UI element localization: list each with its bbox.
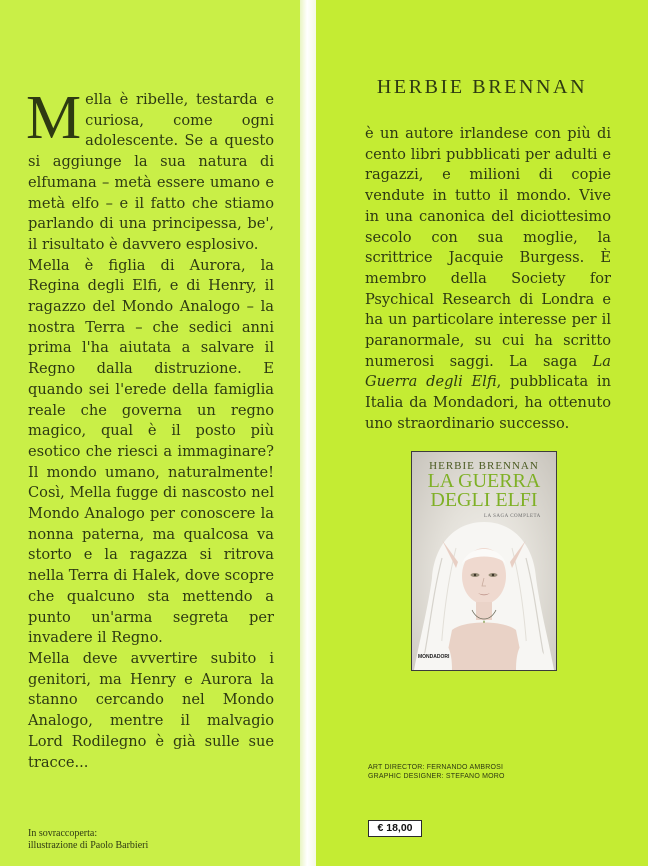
cover-title-line-1: LA GUERRA [427, 470, 541, 492]
credit-line-2: illustrazione di Paolo Barbieri [28, 840, 149, 851]
synopsis-paragraph-3: Mella deve avvertire subito i genitori, ma Henry e Aurora la stanno cercando nel Mondo Analogo, mentre il malvagio Lord Rodilegno è già sulle sue tracce... [28, 649, 274, 771]
cover-title [412, 472, 556, 510]
bio-part-1: è un autore irlandese con più di cento libri pubblicati per adulti e ragazzi, e milioni di copie vendute in tutto il mondo. Vive in una canonica del diciottesimo secolo con sua moglie, la scrittrice Jacquie Burgess. È membro della Society for Psychical Research di Londra e ha un particolare interesse per il paranormale, su cui ha scritto numerosi saggi. La saga [365, 125, 611, 370]
cover-title-line-2: DEGLI ELFI [430, 489, 538, 511]
cover-subtitle: LA SAGA COMPLETA [484, 514, 541, 519]
cover-illustration-credit [28, 828, 268, 852]
graphic-designer-credit: GRAPHIC DESIGNER: STEFANO MORO [368, 773, 505, 780]
cover-author: HERBIE BRENNAN [429, 460, 539, 472]
drop-cap: M [26, 84, 82, 152]
author-bio [365, 124, 611, 435]
cover-illustration [412, 518, 556, 670]
price-label: € 18,00 [368, 820, 422, 837]
design-credits [368, 763, 505, 781]
synopsis-paragraph-1-text: ella è ribelle, testarda e curiosa, come ogni adolescente. Se a questo si aggiunge la sua natura di elfumana – metà essere umano e metà elfo – e il fatto che stiamo parlando di una principessa, be', il risultato è davvero esplosivo. [28, 91, 274, 253]
author-bio-paragraph [365, 124, 611, 435]
synopsis-paragraph-1 [26, 84, 274, 256]
bio-saga-title: La Guerra degli Elfi [365, 352, 611, 391]
flap-fold-gutter [300, 0, 316, 866]
author-heading: HERBIE BRENNAN [376, 76, 588, 98]
cover-publisher-logo: MONDADORI [418, 654, 450, 660]
synopsis-text [26, 84, 274, 773]
bio-part-2: , pubblicata in Italia da Mondadori, ha ottenuto uno straordinario successo. [365, 373, 611, 432]
book-cover-image [411, 451, 557, 671]
art-director-credit: ART DIRECTOR: FERNANDO AMBROSI [368, 764, 504, 771]
synopsis-paragraph-2: Mella è figlia di Aurora, la Regina degli Elfi, e di Henry, il ragazzo del Mondo Analogo – la nostra Terra – che sedici anni prima l'ha aiutata a salvare il Regno dalla distruzione. E quando sei l'erede della famiglia reale che governa un regno magico, qual è il posto più esotico che riesci a immaginare? Il mondo umano, naturalmente! Così, Mella fugge di nascosto nel Mondo Analogo per conoscere la nonna paterna, ma qualcosa va storto e la ragazza si ritrova nella Terra di Halek, dove scopre che qualcuno sta mettendo a punto un'arma segreta per invadere il Regno. [28, 256, 274, 647]
credit-line-1: In sovraccoperta: [28, 828, 98, 839]
